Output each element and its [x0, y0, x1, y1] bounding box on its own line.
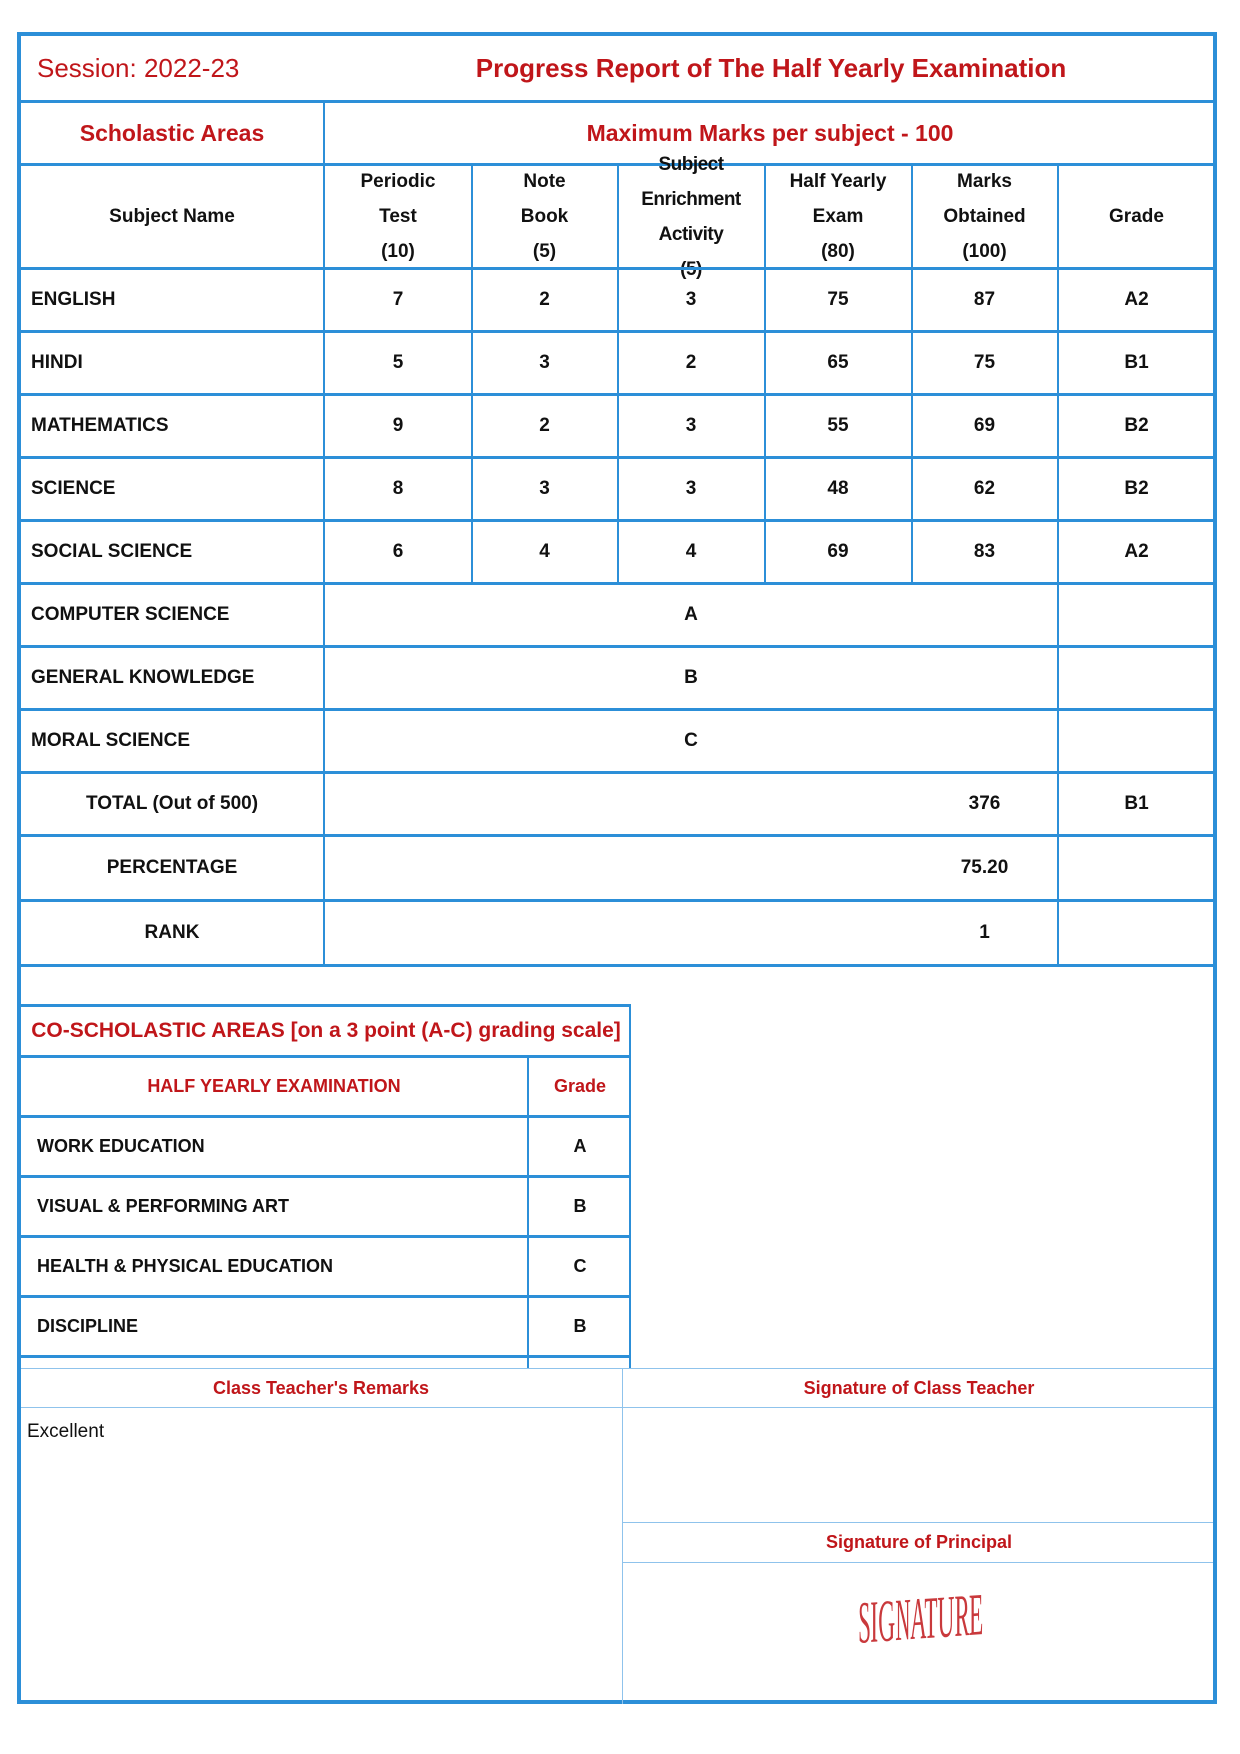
remarks-header: [21, 1369, 1213, 1407]
grade-value: B2: [1124, 415, 1149, 436]
periodic-test-value: 5: [392, 352, 404, 373]
subject-name: SOCIAL SCIENCE: [31, 541, 193, 562]
activity-name: HEALTH & PHYSICAL EDUCATION: [37, 1256, 334, 1276]
note-book-value: 3: [539, 478, 550, 499]
session-label: Session: 2022-23: [37, 52, 240, 83]
co-scholastic-title-row: [21, 1007, 631, 1055]
rank-label: RANK: [144, 922, 200, 943]
grade-value: B: [684, 667, 698, 688]
grade-value: B2: [1124, 478, 1149, 499]
total-row: [21, 774, 1213, 834]
graded-subject-row: [21, 585, 1213, 645]
co-scholastic-header: [21, 1058, 631, 1115]
marks-obtained-value: 69: [973, 415, 996, 436]
grade-value: A2: [1124, 289, 1149, 310]
enrichment-value: 2: [685, 352, 697, 373]
teacher-signature-label: Signature of Class Teacher: [803, 1377, 1035, 1398]
co-scholastic-row: [21, 1178, 631, 1235]
subject-name: COMPUTER SCIENCE: [31, 604, 230, 625]
subject-name: ENGLISH: [31, 289, 116, 310]
enrichment-value: 3: [685, 478, 697, 499]
graded-subject-row: [21, 711, 1213, 771]
percentage-label: PERCENTAGE: [106, 857, 238, 878]
enrichment-value: 3: [685, 415, 697, 436]
half-yearly-value: 75: [827, 289, 849, 310]
note-book-value: 4: [539, 541, 550, 562]
half-yearly-value: 65: [827, 352, 849, 373]
subject-name: MORAL SCIENCE: [31, 730, 191, 751]
teacher-remarks-label: Class Teacher's Remarks: [212, 1377, 430, 1398]
activity-name: DISCIPLINE: [37, 1316, 139, 1336]
marks-obtained-value: 83: [973, 541, 996, 562]
col-subject-name: Subject Name: [109, 205, 235, 227]
total-label: TOTAL (Out of 500): [85, 793, 259, 814]
rank-value: 1: [979, 922, 990, 943]
grade-value: C: [684, 730, 698, 751]
teacher-remarks-text: Excellent: [27, 1421, 105, 1442]
activity-name: WORK EDUCATION: [37, 1136, 205, 1156]
signature-graphic: [851, 1572, 1104, 1666]
col-half-yearly-exam: Half Yearly Exam (80): [789, 171, 887, 262]
col-marks-obtained: Marks Obtained (100): [943, 171, 1026, 262]
note-book-value: 2: [539, 289, 550, 310]
enrichment-value: 3: [685, 289, 697, 310]
percentage-value: 75.20: [960, 857, 1009, 878]
half-yearly-value: 55: [827, 415, 849, 436]
report-card: [17, 32, 1217, 1704]
co-scholastic-title: CO-SCHOLASTIC AREAS [on a 3 point (A-C) grading scale]: [31, 1019, 621, 1042]
periodic-test-value: 7: [392, 289, 404, 310]
periodic-test-value: 6: [392, 541, 404, 562]
subject-name: HINDI: [31, 352, 83, 373]
periodic-test-value: 8: [392, 478, 404, 499]
co-scholastic-row: [21, 1238, 631, 1295]
principal-signature-header: [623, 1523, 1213, 1561]
grade-value: B1: [1124, 352, 1149, 373]
marks-obtained-value: 62: [973, 478, 996, 499]
graded-subject-row: [21, 648, 1213, 708]
note-book-value: 3: [539, 352, 550, 373]
col-grade: Grade: [1109, 205, 1164, 227]
col-co-grade: Grade: [553, 1076, 607, 1096]
col-subject-enrichment: Subject Enrichment Activity: [641, 153, 741, 245]
co-scholastic-row: [21, 1118, 631, 1175]
note-book-value: 2: [539, 415, 550, 436]
total-grade-value: B1: [1124, 793, 1149, 814]
periodic-test-value: 9: [392, 415, 404, 436]
subject-name: SCIENCE: [31, 478, 116, 499]
enrichment-value: 4: [685, 541, 697, 562]
subject-name: GENERAL KNOWLEDGE: [31, 667, 255, 688]
col-note-book: Note Book (5): [520, 171, 569, 262]
rank-row: [21, 902, 1213, 964]
activity-grade: C: [573, 1256, 587, 1276]
total-marks-value: 376: [968, 793, 1001, 814]
marks-obtained-value: 87: [973, 289, 996, 310]
grade-value: A2: [1124, 541, 1149, 562]
activity-grade: A: [573, 1136, 587, 1156]
max-marks-label: Maximum Marks per subject - 100: [586, 119, 954, 146]
principal-signature: [851, 1572, 1104, 1666]
col-half-yearly-examination: HALF YEARLY EXAMINATION: [147, 1076, 401, 1096]
report-header: [21, 36, 1213, 100]
subject-name: MATHEMATICS: [31, 415, 169, 436]
percentage-row: [21, 837, 1213, 899]
svg-text:SIGNATURE: SIGNATURE: [855, 1572, 1104, 1657]
half-yearly-value: 48: [827, 478, 849, 499]
half-yearly-value: 69: [827, 541, 849, 562]
activity-name: VISUAL & PERFORMING ART: [37, 1196, 290, 1216]
report-title: Progress Report of The Half Yearly Examination: [475, 52, 1067, 83]
scholastic-header: [21, 103, 1213, 163]
marks-obtained-value: 75: [973, 352, 996, 373]
activity-grade: B: [573, 1316, 587, 1336]
scholastic-areas-label: Scholastic Areas: [79, 119, 265, 146]
principal-signature-label: Signature of Principal: [825, 1531, 1013, 1552]
col-periodic-test: Periodic Test (10): [360, 171, 436, 262]
co-scholastic-row: [21, 1298, 631, 1355]
grade-value: A: [684, 604, 698, 625]
activity-grade: B: [573, 1196, 587, 1216]
